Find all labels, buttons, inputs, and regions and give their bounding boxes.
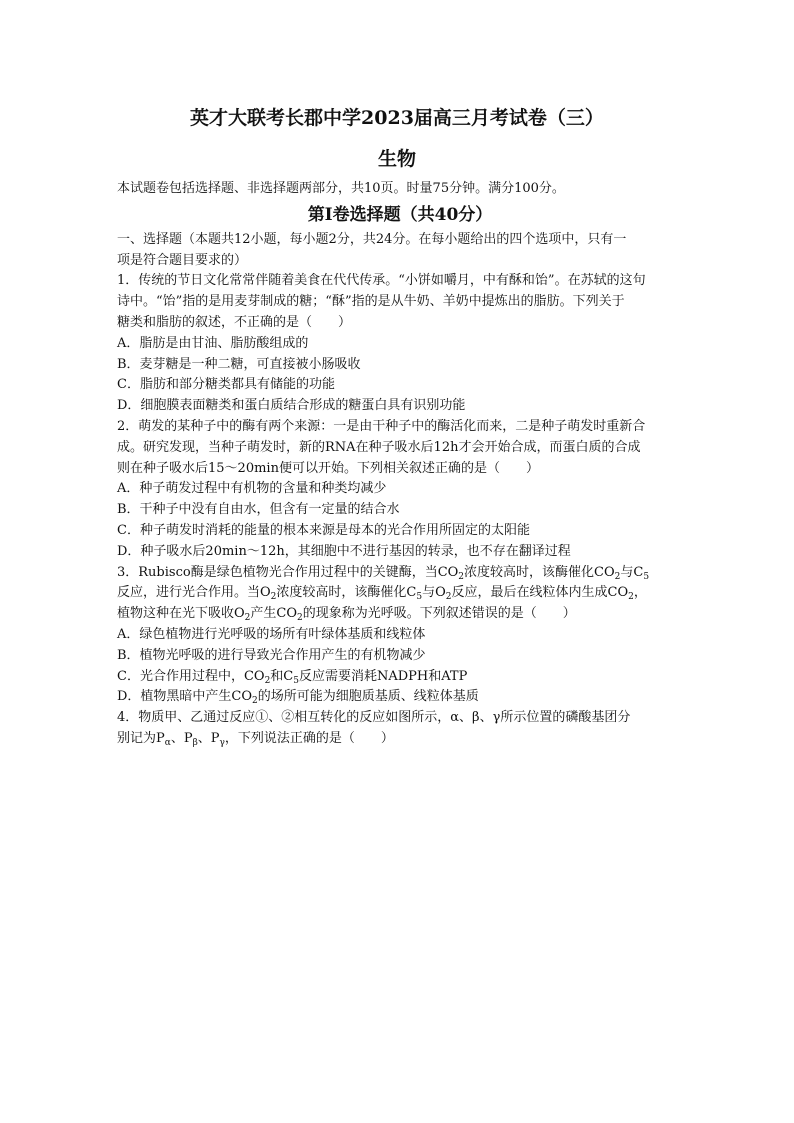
- text-line: 3．Rubisco酶是绿色植物光合作用过程中的关键酶，当$CO_2$浓度较高时，该酶催化$CO_2$与$C_5$: [117, 564, 650, 582]
- text-line: 反应，进行光合作用。当$O_2$浓度较高时，该酶催化$C_5$与$O_2$反应，最后在线粒体内生成$CO_2$，: [117, 585, 647, 603]
- text-line: 则在种子吸水后15～20min便可以开始。下列相关叙述正确的是（ ）: [117, 460, 539, 476]
- text-line: C．脂肪和部分糖类都具有储能的功能: [117, 377, 335, 393]
- exam-body: [117, 179, 683, 750]
- text-line: A．脂肪是由甘油、脂肪酸组成的: [117, 335, 309, 351]
- text-line: B．植物光呼吸的进行导致光合作用产生的有机物减少: [117, 647, 426, 663]
- text-line: 项是符合题目要求的）: [117, 252, 248, 268]
- text-line: B．干种子中没有自由水，但含有一定量的结合水: [117, 502, 400, 518]
- text-line: 成。研究发现，当种子萌发时，新的RNA在种子吸水后12h才会开始合成，而蛋白质的合成: [117, 439, 641, 455]
- text-line: 1．传统的节日文化常常伴随着美食在代代传承。“小饼如嚼月，中有酥和饴”。在苏轼的这句: [117, 273, 646, 289]
- text-line: A．种子萌发过程中有机物的含量和种类均减少: [117, 481, 387, 497]
- text-line: D．种子吸水后20min～12h，其细胞中不进行基因的转录，也不存在翻译过程: [117, 543, 571, 559]
- text-line: C．种子萌发时消耗的能量的根本来源是母本的光合作用所固定的太阳能: [117, 522, 530, 538]
- text-line: 一、选择题（本题共12小题，每小题2分，共24分。在每小题给出的四个选项中，只有一: [117, 231, 627, 247]
- text-line: 本试题卷包括选择题、非选择题两部分，共10页。时量75分钟。满分100分。: [117, 181, 565, 196]
- section-heading: 第Ⅰ卷选择题（共40分）: [307, 204, 493, 225]
- text-line: 糖类和脂肪的叙述，不正确的是（ ）: [117, 314, 352, 330]
- text-line: B．麦芽糖是一种二糖，可直接被小肠吸收: [117, 356, 361, 372]
- text-line: C．光合作用过程中，$CO_2$和$C_5$反应需要消耗NADPH和ATP: [117, 668, 468, 686]
- text-line: 别记为$P_\alpha$、$P_\beta$、$P_\gamma$，下列说法正确的是（ ）: [117, 730, 394, 748]
- text-line: 诗中。“饴”指的是用麦芽制成的糖；“酥”指的是从牛奶、羊奶中提炼出的脂肪。下列关于: [117, 294, 625, 310]
- text-line: D．植物黑暗中产生$CO_2$的场所可能为细胞质基质、线粒体基质: [117, 689, 479, 707]
- text-line: D．细胞膜表面糖类和蛋白质结合形成的糖蛋白具有识别功能: [117, 398, 466, 414]
- text-line: 4．物质甲、乙通过反应①、②相互转化的反应如图所示，α、β、γ所示位置的磷酸基团分: [117, 710, 631, 726]
- subject-title: 生物: [377, 148, 416, 170]
- text-line: A．绿色植物进行光呼吸的场所有叶绿体基质和线粒体: [117, 626, 426, 642]
- text-line: 植物这种在光下吸收$O_2$产生$CO_2$的现象称为光呼吸。下列叙述错误的是（ ）: [117, 606, 576, 624]
- exam-title: 英才大联考长郡中学2023届高三月考试卷（三）: [190, 107, 604, 129]
- text-line: 2．萌发的某种子中的酶有两个来源：一是由干种子中的酶活化而来，二是种子萌发时重新合: [117, 418, 646, 434]
